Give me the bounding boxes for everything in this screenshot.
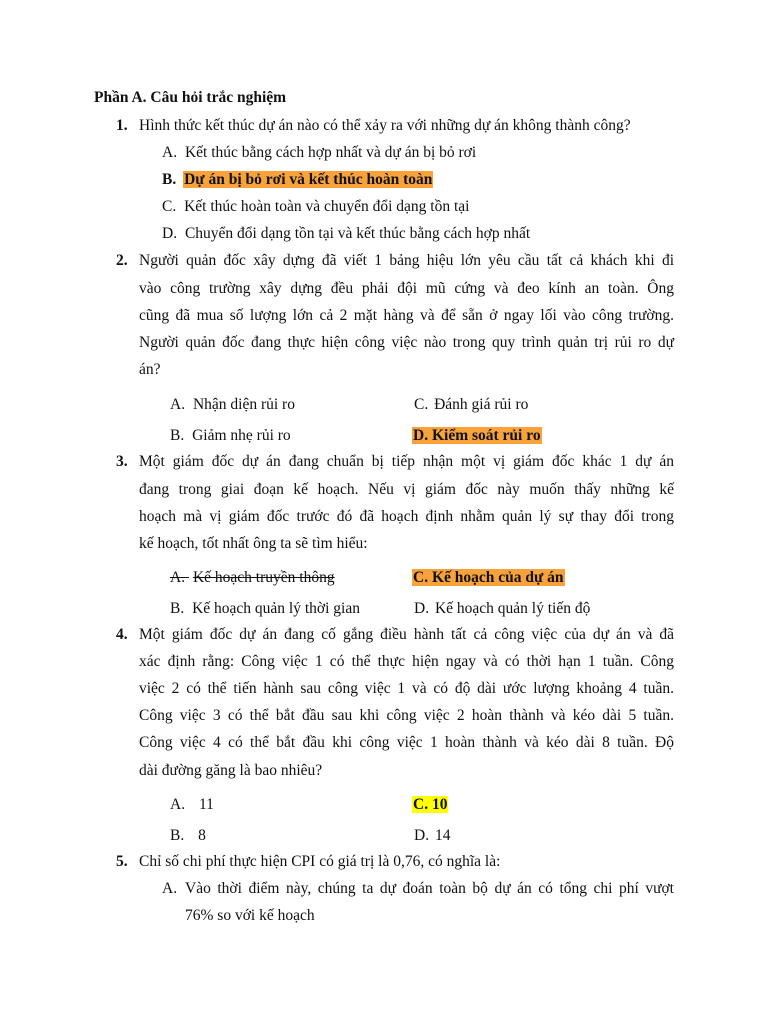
option-q4-d[interactable] <box>414 826 450 846</box>
option-text: 10 <box>431 796 448 813</box>
option-letter: D. <box>162 225 178 242</box>
option-q4-c-correct[interactable] <box>412 795 448 815</box>
option-q1-a[interactable] <box>162 143 476 163</box>
option-q3-d[interactable] <box>414 599 590 619</box>
option-q5-a-letter[interactable]: A. <box>162 880 178 897</box>
option-q1-d[interactable] <box>162 224 530 244</box>
question-line: Người quản đốc đang thực hiện công việc nào trong quy trình quản trị rủi ro dự <box>139 334 674 351</box>
option-text: Vào thời điểm này, chúng ta dự đoán toàn bộ dự án có tổng chi phí vượt <box>185 880 674 897</box>
option-text: Giảm nhẹ rủi ro <box>192 427 291 444</box>
question-number: 5. <box>116 853 128 870</box>
option-text: Kế hoạch quản lý thời gian <box>192 600 360 617</box>
option-letter: B. <box>170 600 185 617</box>
option-q2-d-correct[interactable] <box>412 426 542 446</box>
question-number: 3. <box>116 453 128 470</box>
highlighted-answer <box>412 427 542 444</box>
option-letter: A. <box>162 144 178 161</box>
option-q4-b[interactable] <box>170 826 206 846</box>
question-line: Công việc 3 có thể bắt đầu sau khi công việc 2 hoàn thành và kéo dài 5 tuần. <box>139 707 674 724</box>
option-text: Chuyển đổi dạng tồn tại và kết thúc bằng cách hợp nhất <box>184 225 531 242</box>
option-q2-c[interactable] <box>414 395 528 415</box>
option-letter: A. <box>170 796 186 813</box>
option-q3-c-correct[interactable] <box>412 568 565 588</box>
question-number: 1. <box>116 117 128 134</box>
question-line: Công việc 4 có thể bắt đầu khi công việc 1 hoàn thành và kéo dài 8 tuần. Độ <box>139 734 674 751</box>
question-line: hoạch mà vị giám đốc trước đó đã hoạch định nhằm quản lý sự thay đổi trong <box>139 508 674 525</box>
question-line: xác định rằng: Công việc 1 có thể thực hiện ngay và có thời hạn 1 tuần. Công <box>139 653 674 670</box>
highlighted-answer <box>412 796 448 813</box>
question-line: vào công trường xây dựng đều phải đội mũ cứng và đeo kính an toàn. Ông <box>139 280 674 297</box>
option-letter: B. <box>170 827 185 844</box>
option-q2-a[interactable] <box>170 395 295 415</box>
option-text: 76% so với kế hoạch <box>185 907 315 924</box>
option-letter: B. <box>170 427 185 444</box>
option-q2-b[interactable] <box>170 426 291 446</box>
option-q1-c[interactable] <box>162 197 469 217</box>
option-letter: B. <box>162 171 177 188</box>
section-title: Phần A. Câu hỏi trắc nghiệm <box>94 89 287 106</box>
option-letter: C. <box>413 569 429 586</box>
option-letter: A. <box>170 396 186 413</box>
option-letter: C. <box>414 396 429 413</box>
question-number: 2. <box>116 252 128 269</box>
question-line: án? <box>139 361 161 378</box>
option-q3-b[interactable] <box>170 599 360 619</box>
option-text: 11 <box>198 796 214 813</box>
question-text: Hình thức kết thúc dự án nào có thể xảy ra với những dự án không thành công? <box>139 117 631 134</box>
question-line: đang trong giai đoạn kế hoạch. Nếu vị giám đốc này muốn thấy những kế <box>139 481 674 498</box>
highlighted-answer: Dự án bị bỏ rơi và kết thúc hoàn toàn <box>184 171 433 188</box>
option-letter: C. <box>162 198 177 215</box>
option-text: Đánh giá rủi ro <box>434 396 529 413</box>
question-line: việc 2 có thể tiến hành sau công việc 1 và có độ dài ước lượng khoảng 4 tuần. <box>139 680 674 697</box>
question-line: dài đường găng là bao nhiêu? <box>139 762 323 779</box>
highlighted-answer <box>412 569 565 586</box>
option-letter: A. <box>170 569 186 586</box>
option-letter: D. <box>413 427 429 444</box>
option-q1-b-correct[interactable] <box>162 170 433 190</box>
option-letter: D. <box>414 600 430 617</box>
question-line: Một giám đốc dự án đang cố gắng điều hành tất cả công việc của dự án và đã <box>139 626 674 643</box>
option-text: 8 <box>198 827 206 844</box>
question-line: kế hoạch, tốt nhất ông ta sẽ tìm hiểu: <box>139 535 368 552</box>
option-text: Kế hoạch truyền thông <box>192 569 335 586</box>
option-text: Nhận diện rủi ro <box>192 396 295 413</box>
option-text: Kế hoạch quản lý tiến độ <box>434 600 591 617</box>
option-letter: D. <box>414 827 430 844</box>
question-text: Chỉ số chi phí thực hiện CPI có giá trị là 0,76, có nghĩa là: <box>139 853 501 870</box>
option-text: Kế hoạch của dự án <box>431 569 564 586</box>
question-number: 4. <box>116 626 128 643</box>
question-line: Một giám đốc dự án đang chuẩn bị tiếp nhận một vị giám đốc khác 1 dự án <box>139 453 674 470</box>
option-letter: C. <box>413 796 429 813</box>
option-text: Kết thúc bằng cách hợp nhất và dự án bị bỏ rơi <box>184 144 477 161</box>
question-line: cũng đã mua số lượng lớn cả 2 mặt hàng và để sẵn ở ngay lối vào công trường. <box>139 307 674 324</box>
option-q4-a[interactable] <box>170 795 214 815</box>
option-text: Kết thúc hoàn toàn và chuyển đổi dạng tồn tại <box>184 198 470 215</box>
question-line: Người quản đốc xây dựng đã viết 1 bảng hiệu lớn yêu cầu tất cả khách khi đi <box>139 252 674 269</box>
option-text: Kiểm soát rủi ro <box>431 427 541 444</box>
option-text: 14 <box>434 827 451 844</box>
option-q3-a-struck[interactable] <box>170 568 335 588</box>
